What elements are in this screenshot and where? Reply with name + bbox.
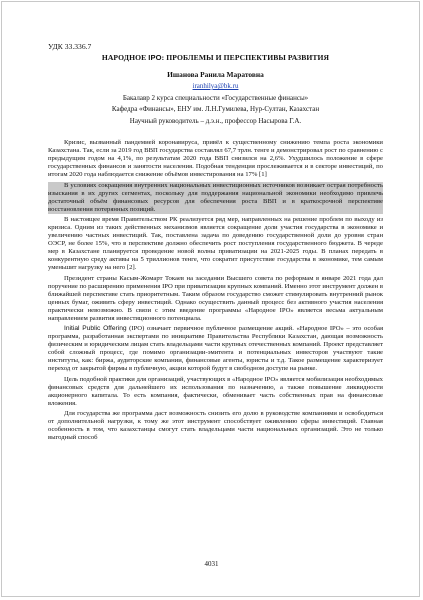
article-body	[48, 139, 383, 442]
paragraph-5	[48, 325, 383, 373]
author-email-link[interactable]: iranhilya@bk.ru	[192, 82, 239, 90]
affiliation-line-2: Кафедра «Финансы», ЕНУ им. Л.Н.Гумилева, Нур-Султан, Казахстан	[111, 105, 320, 113]
paragraph-1	[48, 139, 383, 179]
title-part-ipo: IPO	[148, 53, 162, 62]
paragraph-4: Президент страны Касым-Жомарт Токаев на заседании Высшего совета по реформам в январе 2021 года дал поручение по расширению применения IPO при приватизации крупных компаний. Именно этот инструмент должен в ближайшей перспективе стать приоритетным. Таким образом государство сможет стимулировать внутренний рынок ценных бумаг, оживить сферу инвестиций. Однако осуществить данный процесс без активного участия населения практически невозможно. В связи с этим введение программы «Народное IPO» является весьма актуальным направлением развития инвестиционного потенциала.	[48, 274, 383, 322]
paragraph-7: Для государства же программа даст возможность снизить его долю в руководстве компаниями и освободиться от дополнительной нагрузки, к тому же этот инструмент способствует оживлению сферы инвестиций. Главная особенность в том, что казахстанцы смогут стать владельцами части национальных организаций. Это не только выгодный способ	[48, 410, 383, 441]
udk-code: УДК 33.336.7	[48, 42, 92, 51]
author-email-line	[48, 81, 383, 93]
paragraph-6: Цель подобной практики для организаций, участвующих в «Народное IPO» является мобилизация необходимых финансовых средств для дальнейшего их использования по назначению, а также повышение ликвидности акционерного капитала. То есть компания, фактически, обменивает часть собственных прав на финансовые вложения.	[48, 375, 383, 407]
paragraph-5-text: (IPO) означает первичное публичное размещение акций. «Народное IPO» – это особая программа, разработанная экспертами по инициативе Правительства Республики Казахстан, дающая возможность физическим и юридическим лицам стать владельцами части крупных отечественных компаний. Проект представляет собой сложный процесс, где помимо организации-эмитента и потенциальных инвесторов участвуют такие институты, как: биржа, аудиторские компании, финансовые агенты, юристы и т.д. Такое размещение характеризует переход от закрытой фирмы в публичную, акции которой будут в свободном доступе на рынке.	[48, 325, 384, 372]
title-part-main: НАРОДНОЕ	[101, 53, 149, 62]
paragraph-1-reference: [1]	[259, 171, 267, 178]
paragraph-1-text: Кризис, вызванный пандемией коронавируса, привёл к существенному снижению темпа роста экономики Казахстана. Так, если за 2019 год ВВП государства составлял 67,7 трлн. тенге и демонстрировал рост по сравнению с предыдущим годом на 4,1%, по результатам 2020 года ВВП снизился на 2,6%. Ухудшилось положение в сфере государственных финансов и занятости населения. Подобная тенденция прослеживается и в секторе инвестиций, по итогам 2020 года наблюдается снижение объёмов инвестирования на 17%	[48, 139, 383, 178]
article-page	[48, 42, 383, 445]
author-name: Ишанова Ранила Маратовна	[167, 70, 264, 79]
affiliation-line-1: Бакалавр 2 курса специальности «Государственные финансы»	[122, 93, 309, 102]
paragraph-5-term: Initial Public Offering	[64, 325, 127, 332]
supervisor-line: Научный руководитель – д.э.н., профессор Насырова Г.А.	[129, 116, 302, 125]
paragraph-2: В условиях сокращения внутренних национальных инвестиционных источников возникает острая потребность изыскания в их других сегментах, поскольку для поддержания национальной экономики необходимо привлечь достаточный объём финансовых ресурсов для обеспечения роста ВВП и в краткосрочной перспективе восстановления потерянных позиций.	[48, 181, 383, 213]
title-part-rest: : ПРОБЛЕМЫ И ПЕРСПЕКТИВЫ РАЗВИТИЯ	[161, 53, 330, 62]
page-number: 4031	[204, 560, 219, 568]
paragraph-3: В настоящее время Правительством РК реализуется ряд мер, направленных на решение проблем по выходу из кризиса. Одним из таких действенных механизмов является сокращение доли участия государства в экономике и увеличению частных инвестиций. Так, поставлена задача по доведению государственной доли до уровня стран ОЭСР, не более 15%, что в перспективе должно обеспечить рост поступления государственного бюджета. В череде мер в Казахстане планируется проведение новой волны приватизации на 2021-2025 годы. В планах передать в конкурентную среду активы на 5 триллионов тенге, что сократит присутствие государства в экономике, тем самым уменьшит нагрузку на него [2].	[48, 216, 383, 271]
article-title	[48, 53, 383, 62]
